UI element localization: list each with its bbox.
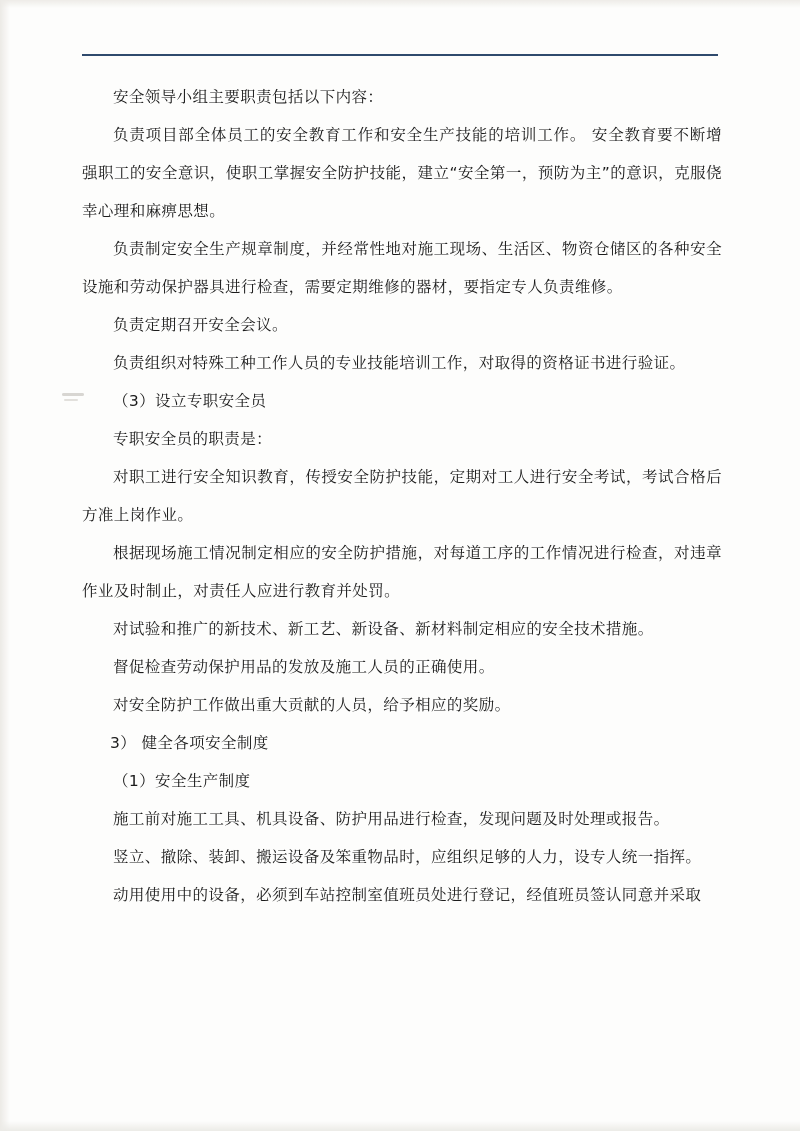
scan-artifact-mark — [62, 393, 84, 396]
document-body — [82, 78, 722, 914]
paragraph-9: 根据现场施工情况制定相应的安全防护措施，对每道工序的工作情况进行检查，对违章作业及时制止，对责任人应进行教育并处罚。 — [82, 544, 722, 600]
paragraph-11: 督促检查劳动保护用品的发放及施工人员的正确使用。 — [113, 658, 495, 676]
paragraph-4: 负责定期召开安全会议。 — [113, 316, 288, 334]
paragraph-5: 负责组织对特殊工种工作人员的专业技能培训工作，对取得的资格证书进行验证。 — [113, 354, 686, 372]
paragraph-15: 施工前对施工工具、机具设备、防护用品进行检查，发现问题及时处理或报告。 — [113, 810, 670, 828]
paragraph-17: 动用使用中的设备，必须到车站控制室值班员处进行登记，经值班员签认同意并采取 — [113, 886, 702, 904]
header-rule — [82, 54, 718, 56]
page-edge-shading-top — [0, 0, 800, 8]
page-edge-shading-left — [0, 0, 10, 1131]
paragraph-1: 安全领导小组主要职责包括以下内容： — [113, 88, 384, 106]
paragraph-14-heading: （1）安全生产制度 — [113, 772, 251, 790]
paragraph-10: 对试验和推广的新技术、新工艺、新设备、新材料制定相应的安全技术措施。 — [113, 620, 654, 638]
paragraph-6-heading: （3）设立专职安全员 — [113, 392, 267, 410]
paragraph-13-heading: 3） 健全各项安全制度 — [110, 734, 269, 752]
paragraph-16: 竖立、撤除、装卸、搬运设备及笨重物品时，应组织足够的人力，设专人统一指挥。 — [113, 848, 702, 866]
page-edge-shading-bottom — [0, 1121, 800, 1131]
scan-artifact-mark-secondary — [64, 399, 78, 401]
paragraph-3: 负责制定安全生产规章制度，并经常性地对施工现场、生活区、物资仓储区的各种安全设施和劳动保护器具进行检查，需要定期维修的器材，要指定专人负责维修。 — [82, 240, 722, 296]
paragraph-12: 对安全防护工作做出重大贡献的人员，给予相应的奖励。 — [113, 696, 511, 714]
paragraph-8: 对职工进行安全知识教育，传授安全防护技能，定期对工人进行安全考试，考试合格后方准上岗作业。 — [82, 468, 722, 524]
paragraph-2: 负责项目部全体员工的安全教育工作和安全生产技能的培训工作。 安全教育要不断增强职工的安全意识，使职工掌握安全防护技能，建立“安全第一，预防为主”的意识，克服侥幸心理和麻痹思想。 — [82, 126, 722, 220]
paragraph-7: 专职安全员的职责是： — [113, 430, 273, 448]
